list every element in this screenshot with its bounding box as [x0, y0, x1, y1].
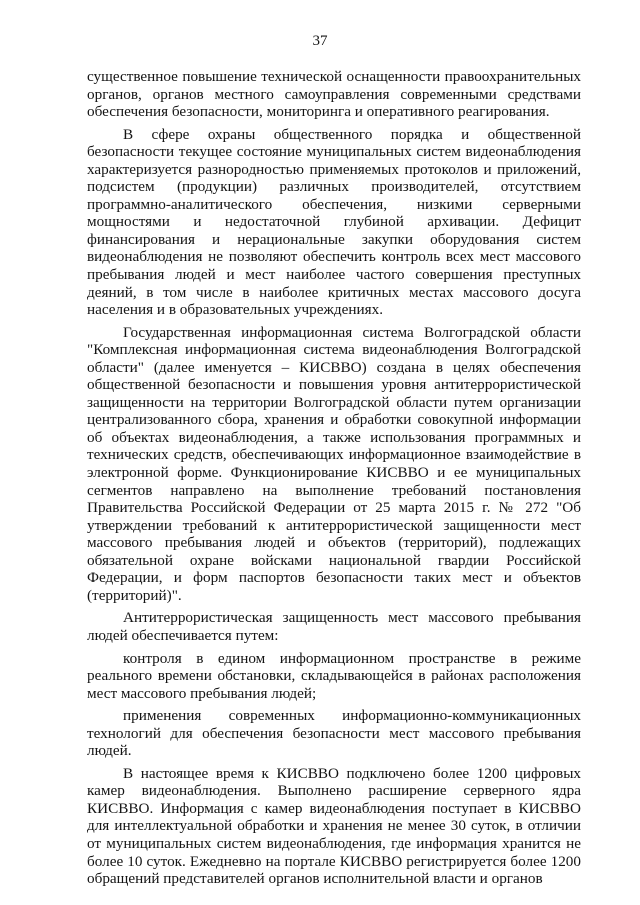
paragraph-3: Государственная информационная система Волгоградской области "Комплексная информационная система видеонаблюдения Волгоградской области" (далее именуется – КИСВВО) создана в целях обеспечения общественной безопасности и повышения уровня антитеррористической защищенности на территории Волгоградской области путем организации централизованного сбора, хранения и обработки совокупной информации об объектах видеонаблюдения, а также использования программных и технических средств, обеспечивающих информационное взаимодействие в электронной форме. Функционирование КИСВВО и ее муниципальных сегментов направлено на выполнение требований постановления Правительства Российской Федерации от 25 марта 2015 г. № 272 "Об утверждении требований к антитеррористической защищенности мест массового пребывания людей и объектов (территорий), подлежащих обязательной охране войсками национальной гвардии Российской Федерации, и форм паспортов безопасности таких мест и объектов (территорий)". [87, 323, 581, 604]
paragraph-4: Антитеррористическая защищенность мест массового пребывания людей обеспечивается путем: [87, 609, 581, 644]
paragraph-5: контроля в едином информационном пространстве в режиме реального времени обстановки, складывающейся в районах расположения мест массового пребывания людей; [87, 649, 581, 702]
paragraph-7: В настоящее время к КИСВВО подключено более 1200 цифровых камер видеонаблюдения. Выполнено расширение серверного ядра КИСВВО. Информация с камер видеонаблюдения поступает в КИСВВО для интеллектуальной обработки и хранения не менее 30 суток, в отличии от муниципальных систем видеонаблюдения, где информация хранится не более 10 суток. Ежедневно на портале КИСВВО регистрируется более 1200 обращений представителей органов исполнительной власти и органов [87, 764, 581, 888]
document-body [87, 68, 581, 893]
page-number: 37 [312, 33, 328, 49]
paragraph-1: существенное повышение технической оснащенности правоохранительных органов, органов местного самоуправления современными средствами обеспечения безопасности, мониторинга и оперативного реагирования. [87, 68, 581, 121]
paragraph-6: применения современных информационно-коммуникационных технологий для обеспечения безопасности мест массового пребывания людей. [87, 707, 581, 760]
paragraph-2: В сфере охраны общественного порядка и общественной безопасности текущее состояние муниципальных систем видеонаблюдения характеризуется разнородностью применяемых протоколов и приложений, подсистем (продукции) различных производителей, отсутствием программно-аналитического обеспечения, низкими серверными мощностями и недостаточной глубиной архивации. Дефицит финансирования и нерациональные закупки оборудования систем видеонаблюдения не позволяют обеспечить контроль всех мест массового пребывания людей и мест наиболее частого совершения преступных деяний, в том числе в наиболее критичных местах массового досуга населения и в образовательных учреждениях. [87, 125, 581, 319]
